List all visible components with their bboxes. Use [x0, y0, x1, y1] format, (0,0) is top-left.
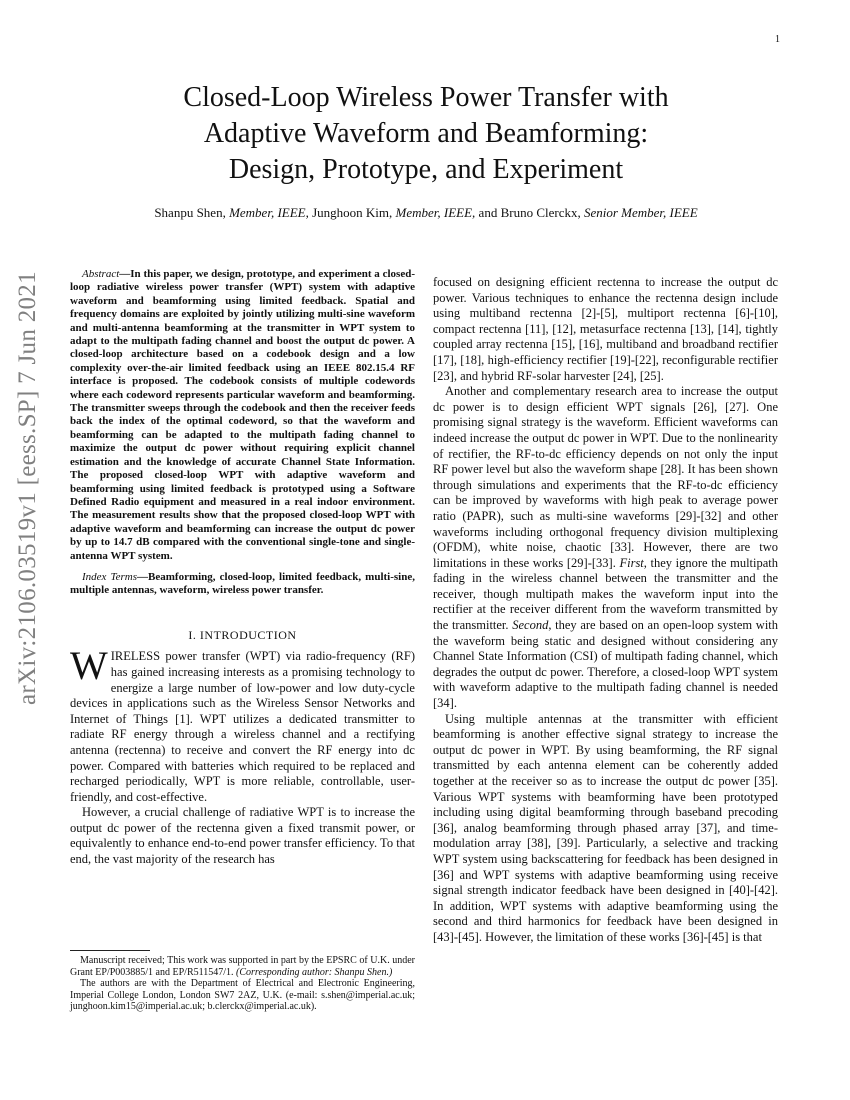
body-text: , they are based on an open-loop system with the waveform being static and designed without considering any Channel State Information (CSI) of multipath fading channel, which degrades the output dc power. Therefore, a closed-loop WPT system with waveform adaptive to the multipath fading channel is needed [34].: [433, 618, 779, 711]
intro-text: IRELESS power transfer (WPT) via radio-frequency (RF) has gained increasing interests as a promising technology to energize a large number of low-power and low duty-cycle devices in applications such as the Wireless Sensor Networks and Internet of Things [1]. WPT utilizes a dedicated transmitter to radiate RF energy through a wireless channel and a rectifying antenna (rectenna) to receive and convert the RF energy into dc power. Compared with batteries which required to be replaced and recharged periodically, WPT is more reliable, controllable, user-friendly, and cost-effective.: [70, 649, 415, 804]
footnote-rule: [70, 950, 150, 951]
index-terms-text: —Beamforming, closed-loop, limited feedback, multi-sine, multiple antennas, waveform, wireless power transfer.: [70, 570, 415, 597]
body-text: , they ignore the multipath fading in the wireless channel between the transmitter and the receiver, though multipath makes the waveform input into the rectifier at the receiver different from the waveform transmitted by the transmitter.: [433, 555, 779, 633]
index-terms: [70, 571, 415, 598]
author-list: [70, 205, 782, 221]
abstract-text: —In this paper, we design, prototype, and experiment a closed-loop radiative wireless power transfer (WPT) system with adaptive waveform and beamforming using limited feedback. Spatial and frequency domains are exploited by jointly utilizing multi-sine waveform and multi-antenna beamforming at the transmitter in WPT system to adapt to the multipath fading channel and boost the output dc power. A closed-loop architecture based on a codebook design and a low complexity over-the-air limited feedback using an IEEE 802.15.4 RF interface is proposed. The codebook consists of multiple codewords where each codeword represents particular waveform and beamforming. The transmitter sweeps through the codebook and then the receiver feeds back the index of the optimal codeword, so that the waveform and beamforming can be adapted to the multipath fading channel to maximize the output dc power without requiring explicit channel estimation and the knowledge of accurate Channel State Information. The proposed closed-loop WPT with adaptive waveform and beamforming using limited feedback is prototyped using a Software Defined Radio equipment and measured in a real indoor environment. The measurement results show that the proposed closed-loop WPT with adaptive waveform and beamforming can increase the output dc power by up to 14.7 dB compared with the conventional single-tone and single-antenna WPT system.: [70, 268, 415, 562]
body-text: Another and complementary research area to increase the output dc power is to design efficient WPT signals [26], [27]. One promising signal strategy is the waveform. Efficient waveforms can indeed increase the output dc power in WPT. Due to the nonlinearity of rectifier, the RF-to-dc efficiency depends on not only the input RF power level but also the waveform shape [28]. It has been shown through simulations and experiments that the RF-to-dc efficiency can be improved by waveforms with high peak to average power ratio (PAPR), such as multi-sine waveforms [29]-[32] and other waveforms including orthogonal frequency division multiplexing (OFDM), white noise, chaotic [33]. However, there are two limitations in these works [29]-[33].: [433, 384, 778, 570]
author-name: and Bruno Clerckx,: [475, 205, 584, 220]
author-role: Member, IEEE,: [229, 205, 309, 220]
page-number: 1: [775, 34, 780, 45]
author-role: Senior Member, IEEE: [583, 205, 698, 220]
body-paragraph: Using multiple antennas at the transmitter with efficient beamforming is another effective signal strategy to increase the output dc power in WPT. By using beamforming, the RF signal transmitted by each antenna element can be coherently added together at the receiver so as to increase the output dc power [35]. Various WPT systems with beamforming have been prototyped including using digital beamforming through baseband precoding [36], analog beamforming through phased array [37], and time-modulation array [38], [39]. Particularly, a selective and tracking WPT system using backscattering for feedback has been designed in [36] and WPT systems with adaptive beamforming using receive signal strength indicator feedback have been designed in [40]-[42]. In addition, WPT systems with adaptive beamforming using the second and third harmonics for feedback have been designed in [43]-[45]. However, the limitation of these works [36]-[45] is that: [433, 711, 778, 944]
emphasis: First: [619, 555, 644, 570]
author-role: Member, IEEE,: [395, 205, 476, 220]
body-paragraph: [433, 384, 778, 711]
author-name: Shanpu Shen,: [154, 205, 230, 220]
footnote: [70, 950, 415, 1013]
index-terms-label: Index Terms: [82, 570, 138, 583]
paper-title: [70, 80, 782, 188]
footnote-affiliation: The authors are with the Department of Electrical and Electronic Engineering, Imperial College London, London SW7 2AZ, U.K. (e-mail: s.shen@imperial.ac.uk; junghoon.kim15@imperial.ac.uk; b.clerckx@imperial.ac.uk).: [70, 978, 415, 1013]
footnote-text: Manuscript received; This work was supported in part by the EPSRC of U.K. under Grant EP/P003885/1 and EP/R511547/1.: [70, 955, 415, 978]
abstract-label: Abstract: [82, 268, 120, 280]
section-heading: I. INTRODUCTION: [188, 627, 297, 642]
abstract: [70, 268, 415, 563]
footnote-funding: [70, 955, 415, 978]
arxiv-stamp: arXiv:2106.03519v1 [eess.SP] 7 Jun 2021: [14, 271, 41, 705]
body-paragraph: focused on designing efficient rectenna to increase the output dc power. Various techniques to enhance the rectenna design include using multiband rectenna [2]-[5], multiport rectenna [6]-[10], compact rectenna [11], [12], metasurface rectenna [13], [14], tightly coupled array rectenna [15], [16], multiband and broadband rectifier [17], [18], high-efficiency rectifier [19]-[22], reconfigurable rectifier [23], and hybrid RF-solar harvester [24], [25].: [433, 275, 778, 383]
title-line: Design, Prototype, and Experiment: [228, 154, 624, 185]
title-line: Closed-Loop Wireless Power Transfer with: [183, 82, 669, 113]
drop-cap: W: [70, 643, 108, 689]
intro-paragraph: [70, 643, 415, 805]
corresponding-author: (Corresponding author: Shanpu Shen.): [236, 966, 393, 978]
title-line: Adaptive Waveform and Beamforming:: [203, 118, 649, 149]
emphasis: Second: [512, 618, 549, 633]
left-column: [70, 268, 415, 868]
author-name: Junghoon Kim,: [308, 205, 396, 220]
right-column: [433, 275, 778, 946]
intro-paragraph: However, a crucial challenge of radiative WPT is to increase the output dc power of the rectenna given a fixed transmit power, or equivalently to enhance end-to-end power transfer efficiency. To that end, the vast majority of the research has: [70, 805, 415, 867]
